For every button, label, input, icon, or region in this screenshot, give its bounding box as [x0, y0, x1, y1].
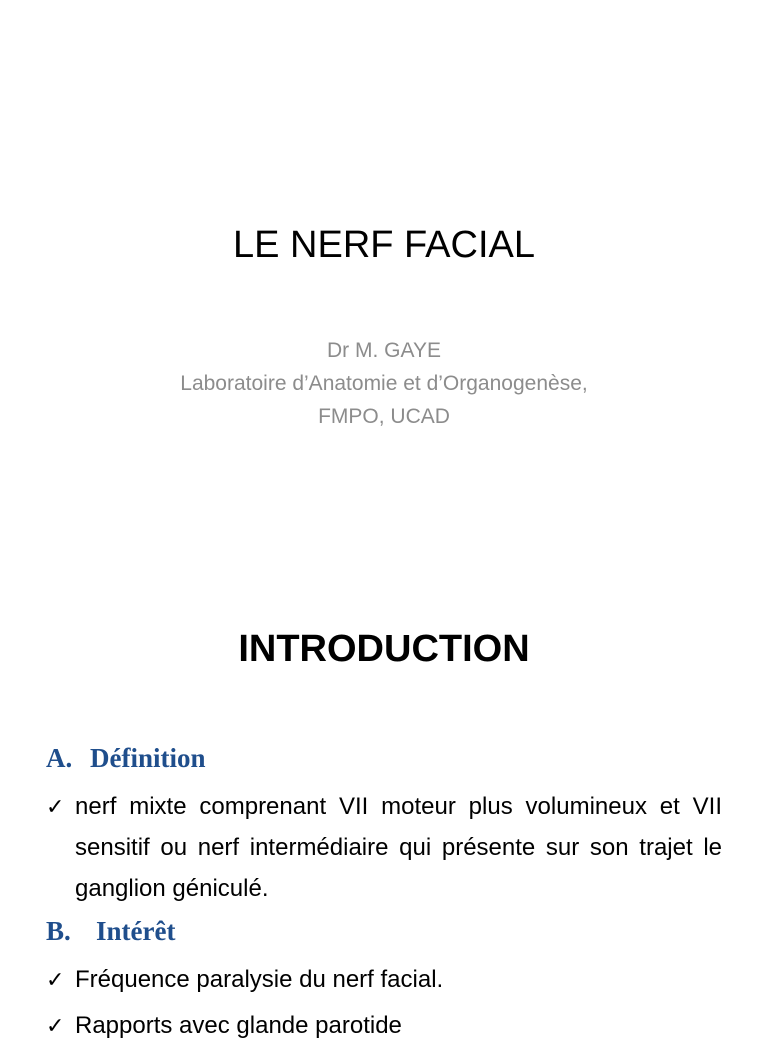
list-item: [46, 959, 722, 1000]
heading-label: Définition: [90, 743, 206, 773]
heading-label: Intérêt: [96, 916, 176, 946]
institution-name: FMPO, UCAD: [318, 405, 450, 428]
section-title: INTRODUCTION: [238, 628, 530, 670]
laboratory-name: Laboratoire d’Anatomie et d’Organogenèse,: [180, 372, 588, 395]
heading-letter: B.: [46, 916, 71, 946]
checkmark-icon: ✓: [46, 1013, 65, 1038]
slide-subtitle: [0, 334, 768, 433]
heading-definition: [46, 741, 206, 775]
slide-title: LE NERF FACIAL: [233, 224, 535, 266]
heading-interet: [46, 914, 175, 948]
heading-letter: A.: [46, 743, 73, 773]
bullet-text: Fréquence paralysie du nerf facial.: [75, 966, 444, 993]
list-item: [46, 1005, 722, 1046]
checkmark-icon: ✓: [46, 794, 65, 819]
bullet-text: nerf mixte comprenant VII moteur plus volumineux et VII sensitif ou nerf intermédiaire qui présente sur son trajet le ganglion géniculé.: [75, 793, 722, 902]
introduction-slide: [0, 576, 768, 1039]
checkmark-icon: ✓: [46, 967, 65, 992]
list-item: [46, 786, 722, 909]
bullet-text: Rapports avec glande parotide: [75, 1012, 402, 1039]
author-name: Dr M. GAYE: [327, 339, 441, 362]
